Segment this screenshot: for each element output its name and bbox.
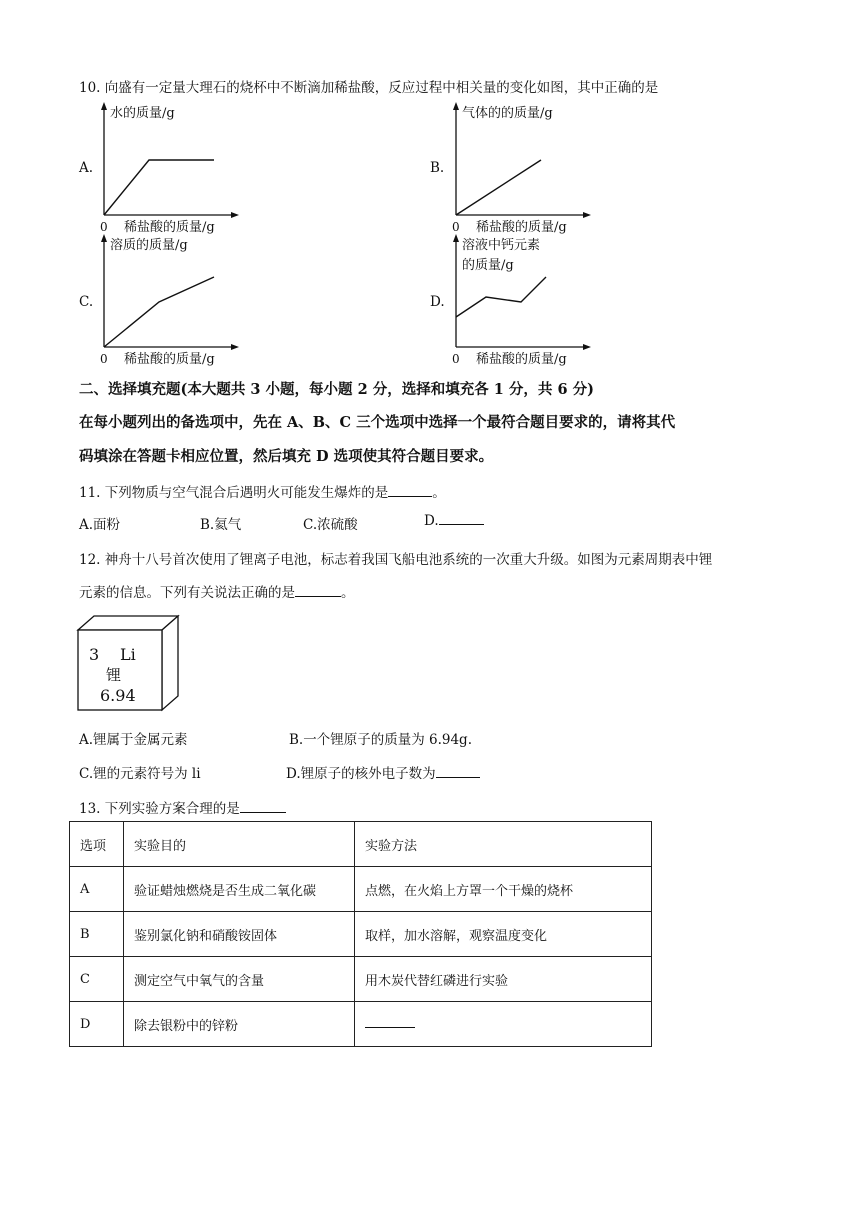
row-option: A [70, 867, 124, 912]
row-option: D [70, 1002, 124, 1047]
row-method: 点燃，在火焰上方罩一个干燥的烧杯 [355, 867, 652, 912]
x-axis-arrow [231, 344, 239, 350]
header-method: 实验方法 [355, 822, 652, 867]
x-axis-label: 稀盐酸的质量/g [476, 220, 567, 235]
origin-label: 0 [452, 352, 460, 366]
header-option: 选项 [70, 822, 124, 867]
x-axis-label: 稀盐酸的质量/g [476, 352, 567, 367]
series-line [104, 160, 214, 215]
q12-stem-end: 。 [341, 585, 355, 601]
y-axis-label: 溶质的质量/g [110, 238, 188, 253]
q10-stem: 10. 向盛有一定量大理石的烧杯中不断滴加稀盐酸，反应过程中相关量的变化如图，其中正确的是 [79, 80, 659, 96]
q12-stem-line1: 12. 神舟十八号首次使用了锂离子电池，标志着我国飞船电池系统的一次重大升级。如图为元素周期表中锂 [79, 552, 713, 568]
row-option: B [70, 912, 124, 957]
q10-chart-b [448, 98, 598, 238]
table-header-row [70, 822, 652, 867]
q10-chart-c [96, 230, 246, 370]
q10-option-d-letter: D. [430, 294, 445, 310]
x-axis-arrow [583, 344, 591, 350]
q10-option-c-letter: C. [79, 294, 94, 310]
cube-top-face [78, 616, 178, 630]
section2-instruction-line1: 在每小题列出的备选项中，先在 A、B、C 三个选项中选择一个最符合题目要求的，请将其代 [79, 414, 676, 431]
table-row [70, 912, 652, 957]
header-purpose: 实验目的 [124, 822, 355, 867]
q11-option-d-label: D. [424, 513, 439, 529]
row-purpose: 验证蜡烛燃烧是否生成二氧化碳 [124, 867, 355, 912]
q11-option-b: B.氦气 [200, 517, 242, 533]
x-axis-arrow [231, 212, 239, 218]
origin-label: 0 [100, 352, 108, 366]
section2-instruction-line2: 码填涂在答题卡相应位置，然后填充 D 选项使其符合题目要求。 [79, 448, 494, 465]
cube-side-face [162, 616, 178, 710]
row-purpose: 除去银粉中的锌粉 [124, 1002, 355, 1047]
y-axis-label-line2: 的质量/g [462, 258, 514, 273]
row-method [355, 1002, 652, 1047]
element-name: 锂 [106, 666, 122, 684]
q12-option-d [286, 762, 480, 782]
lithium-element-cell [76, 614, 182, 714]
q13-option-d-method-blank[interactable] [365, 1027, 415, 1028]
q12-stem-line2-text: 元素的信息。下列有关说法正确的是 [79, 585, 295, 601]
q12-option-a: A.锂属于金属元素 [79, 732, 188, 748]
table-row [70, 957, 652, 1002]
row-purpose: 鉴别氯化钠和硝酸铵固体 [124, 912, 355, 957]
origin-label: 0 [100, 220, 108, 234]
y-axis-arrow [453, 102, 459, 110]
q10-option-a-letter: A. [79, 160, 94, 176]
q11-option-d-blank[interactable] [439, 524, 484, 525]
q10-chart-a [96, 98, 246, 238]
q10-chart-d [448, 230, 598, 370]
q10-option-b-letter: B. [430, 160, 445, 176]
q12-option-c: C.锂的元素符号为 li [79, 766, 201, 782]
x-axis-label: 稀盐酸的质量/g [124, 352, 215, 367]
x-axis-label: 稀盐酸的质量/g [124, 220, 215, 235]
row-purpose: 测定空气中氧气的含量 [124, 957, 355, 1002]
series-line [456, 160, 541, 215]
origin-label: 0 [452, 220, 460, 234]
table-row [70, 867, 652, 912]
q12-option-d-label: D.锂原子的核外电子数为 [286, 766, 436, 782]
q13-experiment-table [69, 821, 652, 1047]
q11-stem-end: 。 [432, 485, 446, 501]
q13-stem-text: 13. 下列实验方案合理的是 [79, 801, 240, 817]
q11-stem [79, 481, 446, 501]
y-axis-label: 水的质量/g [110, 106, 175, 121]
section2-title: 二、选择填充题(本大题共 3 小题，每小题 2 分，选择和填充各 1 分，共 6 分) [79, 381, 594, 398]
q13-stem [79, 797, 286, 817]
q13-answer-blank[interactable] [240, 812, 286, 813]
atomic-mass: 6.94 [100, 686, 136, 705]
series-line [104, 277, 214, 347]
q11-stem-text: 11. 下列物质与空气混合后遇明火可能发生爆炸的是 [79, 485, 389, 501]
row-option: C [70, 957, 124, 1002]
row-method: 用木炭代替红磷进行实验 [355, 957, 652, 1002]
q11-answer-blank[interactable] [388, 496, 432, 497]
y-axis-arrow [453, 234, 459, 242]
element-symbol: Li [120, 645, 136, 664]
atomic-number: 3 [89, 645, 100, 664]
y-axis-label: 气体的的质量/g [462, 106, 553, 121]
q12-option-b: B.一个锂原子的质量为 6.94g. [289, 732, 472, 748]
q11-option-c: C.浓硫酸 [303, 517, 358, 533]
y-axis-arrow [101, 234, 107, 242]
table-row [70, 1002, 652, 1047]
row-method: 取样，加水溶解，观察温度变化 [355, 912, 652, 957]
x-axis-arrow [583, 212, 591, 218]
q11-option-d [424, 513, 484, 529]
q12-answer-blank[interactable] [295, 596, 341, 597]
q12-option-d-blank[interactable] [436, 777, 480, 778]
q12-stem-line2 [79, 581, 355, 601]
q11-option-a: A.面粉 [79, 517, 121, 533]
y-axis-arrow [101, 102, 107, 110]
series-line [456, 277, 546, 317]
y-axis-label-line1: 溶液中钙元素 [462, 238, 541, 253]
